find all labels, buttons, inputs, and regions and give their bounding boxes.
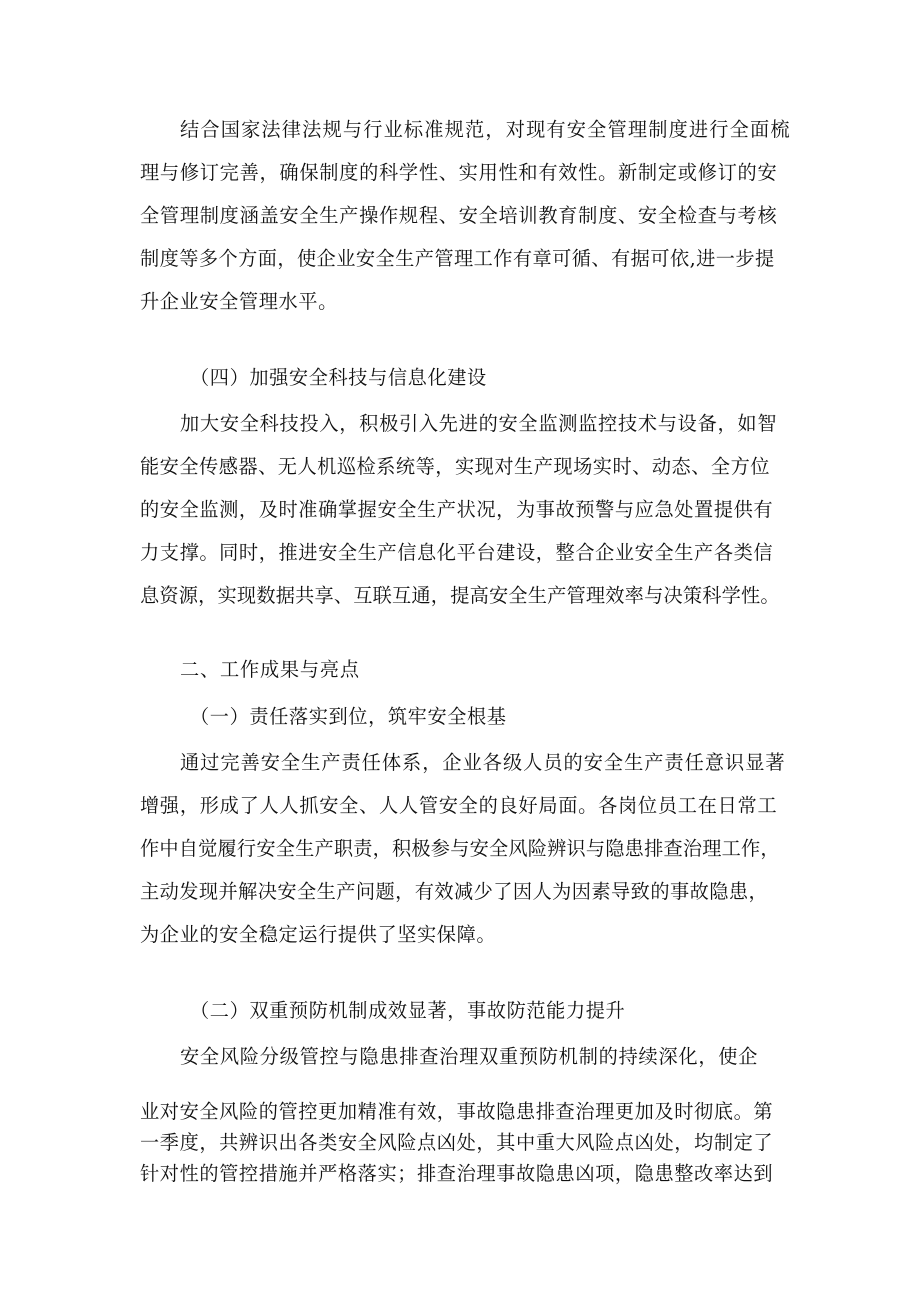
subheading-dual-prevention: （二）双重预防机制成效显著，事故防范能力提升 <box>190 999 626 1022</box>
text-line: 升企业安全管理水平。 <box>140 291 338 313</box>
paragraph-dual-prevention <box>140 1101 800 1185</box>
text-line: 能安全传感器、无人机巡检系统等，实现对生产现场实时、动态、全方位 <box>140 456 770 478</box>
text-line: 为企业的安全稳定运行提供了坚实保障。 <box>140 924 497 946</box>
text-line: 加大安全科技投入，积极引入先进的安全监测监控技术与设备，如智 <box>180 413 778 435</box>
paragraph-responsibility-system <box>140 752 800 946</box>
paragraph-dual-prevention-first-line: 安全风险分级管控与隐患排查治理双重预防机制的持续深化，使企 <box>180 1045 759 1068</box>
text-line: 业对安全风险的管控更加精准有效，事故隐患排查治理更加及时彻底。第 <box>140 1101 774 1123</box>
text-line: 主动发现并解决安全生产问题，有效减少了因人为因素导致的事故隐患， <box>140 881 769 903</box>
subheading-responsibility: （一）责任落实到位，筑牢安全根基 <box>190 705 507 728</box>
text-line: 结合国家法律法规与行业标准规范，对现有安全管理制度进行全面梳 <box>180 119 791 141</box>
paragraph-management-system <box>140 119 800 313</box>
text-line: 的安全监测，及时准确掌握安全生产状况，为事故预警与应急处置提供有 <box>140 499 774 521</box>
text-line: 息资源，实现数据共享、互联互通，提高安全生产管理效率与决策科学性。 <box>140 585 780 607</box>
text-line: 针对性的管控措施并严格落实；排查治理事故隐患凶项，隐患整改率达到 <box>140 1163 774 1185</box>
paragraph-tech-investment <box>140 413 800 607</box>
text-line: 理与修订完善，确保制度的科学性、实用性和有效性。新制定或修订的安 <box>140 162 778 184</box>
text-line: 全管理制度涵盖安全生产操作规程、安全培训教育制度、安全检查与考核 <box>140 205 778 227</box>
text-line: 作中自觉履行安全生产职责，积极参与安全风险辨识与隐患排查治理工作， <box>140 838 780 860</box>
text-line: 通过完善安全生产责任体系，企业各级人员的安全生产责任意识显著 <box>180 752 786 774</box>
text-line: 增强，形成了人人抓安全、人人管安全的良好局面。各岗位员工在日常工 <box>140 795 778 817</box>
text-line: 一季度，共辨识出各类安全风险点凶处，其中重大风险点凶处，均制定了 <box>140 1132 774 1154</box>
text-line: 力支撑。同时，推进安全生产信息化平台建设，整合企业安全生产各类信 <box>140 542 774 564</box>
subheading-tech-informatization: （四）加强安全科技与信息化建设 <box>190 366 487 389</box>
section-heading-results: 二、工作成果与亮点 <box>180 658 360 681</box>
text-line: 制度等多个方面，使企业安全生产管理工作有章可循、有据可依,进一步提 <box>140 248 775 270</box>
